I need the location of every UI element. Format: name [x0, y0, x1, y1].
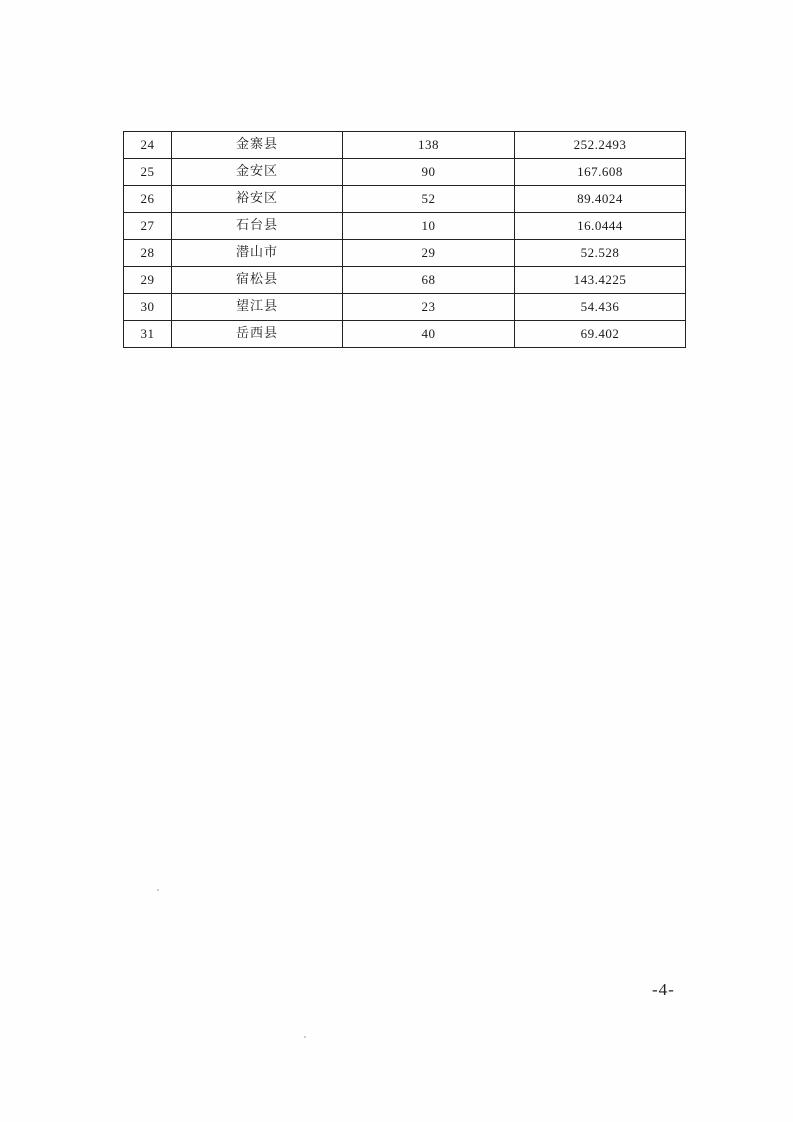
table-row — [124, 267, 686, 294]
table-row — [124, 213, 686, 240]
count-cell: 23 — [343, 294, 515, 321]
table-row — [124, 132, 686, 159]
table-row — [124, 240, 686, 267]
amount-cell: 252.2493 — [515, 132, 686, 159]
row-index-cell: 29 — [124, 267, 172, 294]
row-index-cell: 25 — [124, 159, 172, 186]
count-cell: 40 — [343, 321, 515, 348]
count-cell: 90 — [343, 159, 515, 186]
amount-cell: 143.4225 — [515, 267, 686, 294]
data-table — [123, 131, 686, 348]
row-index-cell: 31 — [124, 321, 172, 348]
amount-cell: 69.402 — [515, 321, 686, 348]
amount-cell: 89.4024 — [515, 186, 686, 213]
amount-cell: 16.0444 — [515, 213, 686, 240]
region-name-cell: 潜山市 — [172, 240, 343, 267]
row-index-cell: 27 — [124, 213, 172, 240]
count-cell: 10 — [343, 213, 515, 240]
row-index-cell: 28 — [124, 240, 172, 267]
region-name-cell: 石台县 — [172, 213, 343, 240]
page-number: -4- — [652, 980, 675, 999]
scan-speck — [304, 1036, 306, 1038]
region-name-cell: 金寨县 — [172, 132, 343, 159]
count-cell: 138 — [343, 132, 515, 159]
region-name-cell: 望江县 — [172, 294, 343, 321]
region-name-cell: 裕安区 — [172, 186, 343, 213]
amount-cell: 167.608 — [515, 159, 686, 186]
count-cell: 52 — [343, 186, 515, 213]
region-name-cell: 岳西县 — [172, 321, 343, 348]
row-index-cell: 26 — [124, 186, 172, 213]
scan-speck — [157, 889, 159, 891]
table-row — [124, 159, 686, 186]
amount-cell: 52.528 — [515, 240, 686, 267]
region-name-cell: 宿松县 — [172, 267, 343, 294]
amount-cell: 54.436 — [515, 294, 686, 321]
region-name-cell: 金安区 — [172, 159, 343, 186]
table-row — [124, 294, 686, 321]
row-index-cell: 24 — [124, 132, 172, 159]
count-cell: 29 — [343, 240, 515, 267]
table-row — [124, 186, 686, 213]
count-cell: 68 — [343, 267, 515, 294]
table-row — [124, 321, 686, 348]
row-index-cell: 30 — [124, 294, 172, 321]
